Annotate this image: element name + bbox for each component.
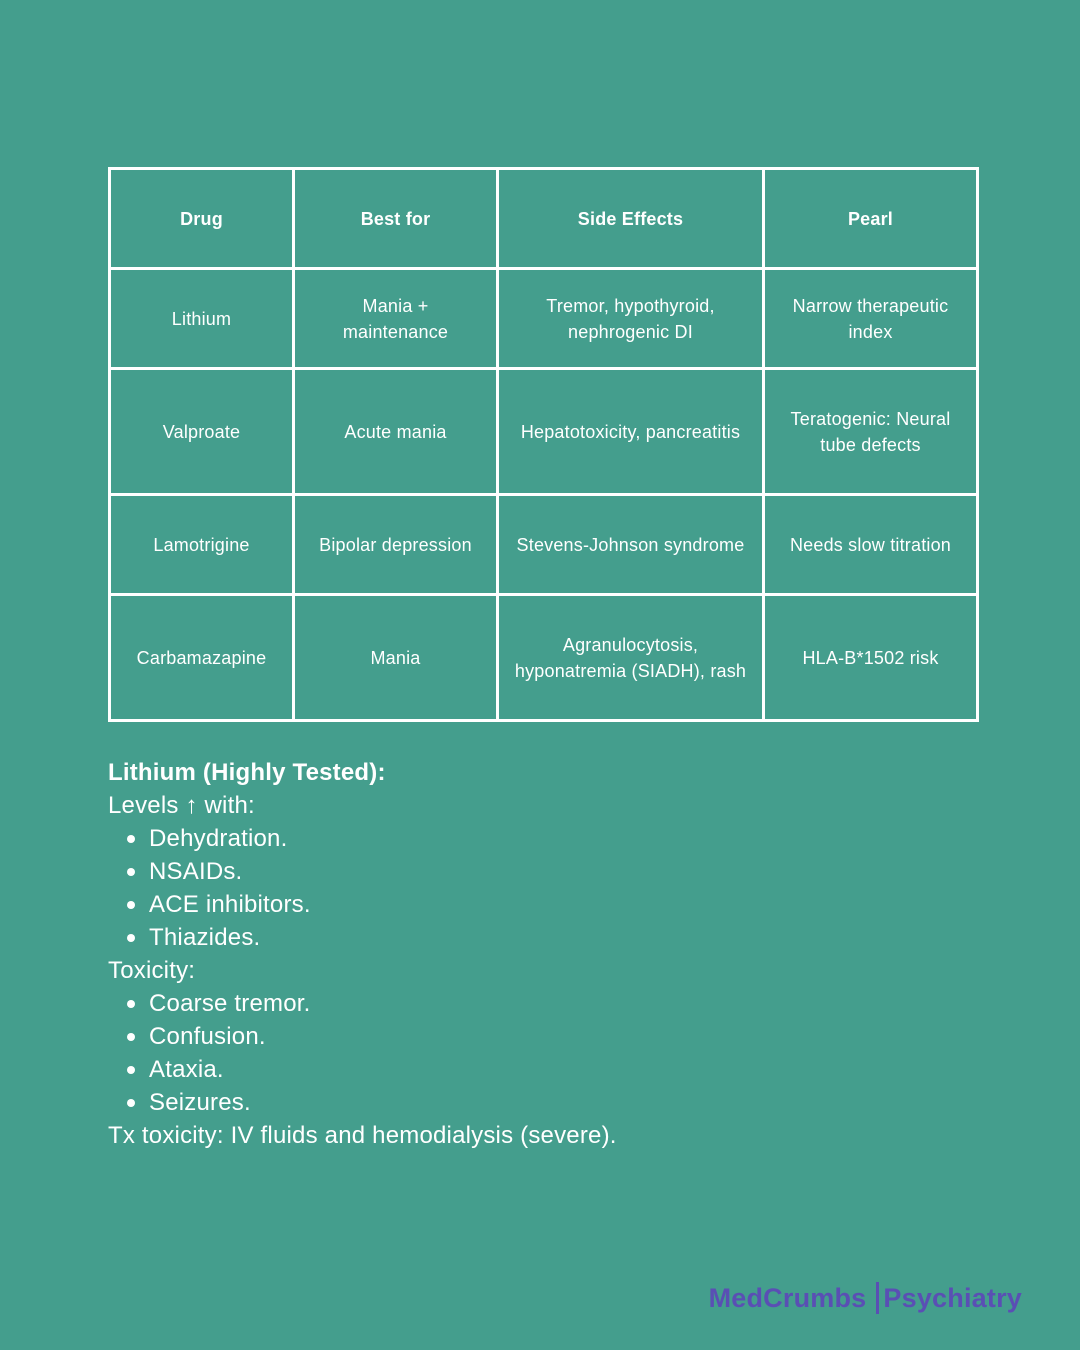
levels-label: Levels ↑ with: [108, 792, 255, 819]
header-drug: Drug [110, 169, 294, 269]
header-pearl: Pearl [764, 169, 978, 269]
footer-brand [709, 1282, 1022, 1314]
list-item: ACE inhibitors. [149, 888, 968, 921]
cell-side-effects: Tremor, hypothyroid, nephrogenic DI [498, 269, 764, 369]
brand-name: MedCrumbs [708, 1282, 867, 1313]
table-row [110, 495, 978, 595]
list-item: Confusion. [149, 1020, 968, 1053]
list-item: Seizures. [149, 1086, 968, 1119]
section-name: Psychiatry [883, 1282, 1022, 1313]
table-row [110, 369, 978, 495]
list-item: NSAIDs. [149, 855, 968, 888]
cell-side-effects: Agranulocytosis, hyponatremia (SIADH), rash [498, 595, 764, 721]
cell-side-effects: Hepatotoxicity, pancreatitis [498, 369, 764, 495]
cell-best-for: Mania [294, 595, 498, 721]
table-row [110, 595, 978, 721]
cell-pearl: Narrow therapeutic index [764, 269, 978, 369]
cell-pearl: Needs slow titration [764, 495, 978, 595]
header-side-effects: Side Effects [498, 169, 764, 269]
cell-best-for: Bipolar depression [294, 495, 498, 595]
list-item: Dehydration. [149, 822, 968, 855]
table-row [110, 269, 978, 369]
cell-pearl: HLA-B*1502 risk [764, 595, 978, 721]
lithium-notes [108, 756, 968, 1152]
cell-drug: Carbamazapine [110, 595, 294, 721]
notes-heading: Lithium (Highly Tested): [108, 759, 386, 786]
cell-pearl: Teratogenic: Neural tube defects [764, 369, 978, 495]
cell-drug: Lamotrigine [110, 495, 294, 595]
treatment-line: Tx toxicity: IV fluids and hemodialysis (severe). [108, 1122, 617, 1149]
toxicity-label: Toxicity: [108, 957, 196, 984]
header-best-for: Best for [294, 169, 498, 269]
levels-list [108, 822, 968, 954]
table-header-row [110, 169, 978, 269]
list-item: Thiazides. [149, 921, 968, 954]
list-item: Coarse tremor. [149, 987, 968, 1020]
cell-side-effects: Stevens-Johnson syndrome [498, 495, 764, 595]
drug-comparison-table [108, 167, 979, 722]
cell-best-for: Mania + maintenance [294, 269, 498, 369]
cell-drug: Lithium [110, 269, 294, 369]
drug-comparison-table-container [108, 167, 976, 722]
toxicity-list [108, 987, 968, 1119]
cell-drug: Valproate [110, 369, 294, 495]
cell-best-for: Acute mania [294, 369, 498, 495]
list-item: Ataxia. [149, 1053, 968, 1086]
brand-separator [876, 1282, 879, 1314]
